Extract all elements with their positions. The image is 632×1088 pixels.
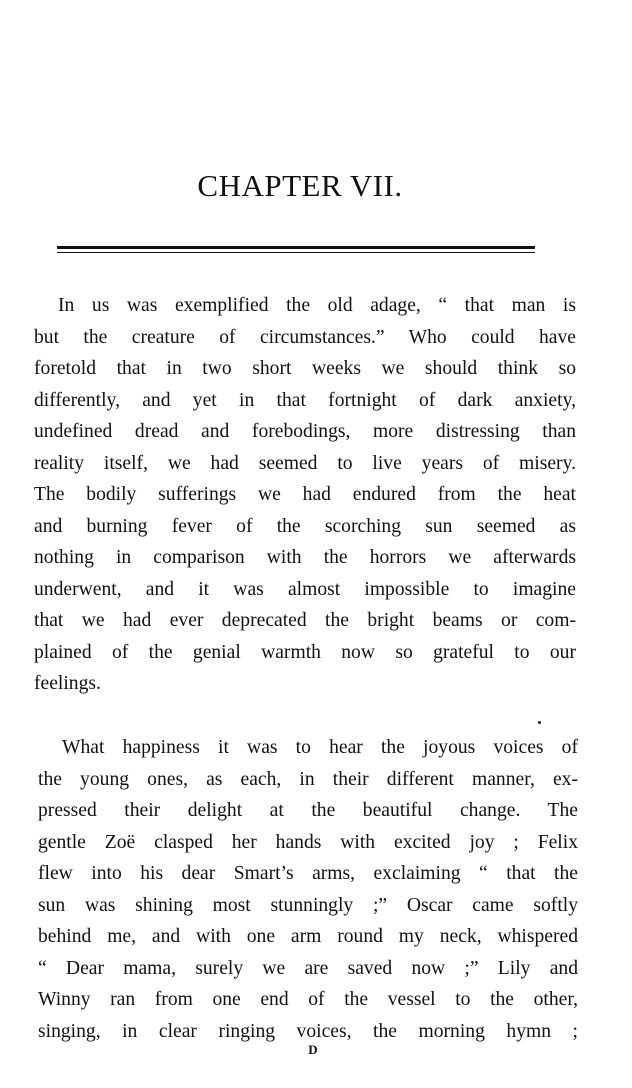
text-line: sun was shining most stunningly ;” Oscar came softly (38, 894, 578, 916)
title-rule-thick (57, 246, 535, 249)
text-line: reality itself, we had seemed to live years of misery. (34, 452, 576, 474)
signature-mark: D (308, 1042, 318, 1057)
text-line: that we had ever deprecated the bright beams or com- (34, 610, 576, 631)
text-line: nothing in comparison with the horrors we afterwards (34, 547, 576, 568)
text-line: but the creature of circumstances.” Who could have (34, 326, 576, 348)
title-rule-thin (57, 252, 535, 253)
text-line: differently, and yet in that fortnight of dark anxiety, (34, 389, 576, 411)
text-line: behind me, and with one arm round my neck, whispered (38, 926, 578, 947)
text-line: undefined dread and forebodings, more distressing than (34, 421, 576, 442)
text-line: What happiness it was to hear the joyous voices of (62, 737, 578, 758)
chapter-title: CHAPTER VII. (197, 168, 403, 203)
text-line: feelings. (34, 673, 101, 694)
text-line: gentle Zoë clasped her hands with excited joy ; Felix (38, 831, 578, 853)
text-line: the young ones, as each, in their different manner, ex- (38, 768, 578, 790)
text-line: underwent, and it was almost impossible to imagine (34, 578, 576, 600)
text-line: foretold that in two short weeks we should think so (34, 358, 576, 379)
text-line: singing, in clear ringing voices, the morning hymn ; (38, 1020, 578, 1042)
text-line: plained of the genial warmth now so grateful to our (34, 641, 576, 663)
text-line: In us was exemplified the old adage, “ that man is (58, 295, 576, 316)
text-line: Winny ran from one end of the vessel to the other, (38, 989, 578, 1010)
paragraph-1 (34, 290, 576, 700)
text-line: pressed their delight at the beautiful change. The (38, 800, 578, 821)
text-line: and burning fever of the scorching sun seemed as (34, 515, 576, 537)
text-line: The bodily sufferings we had endured from the heat (34, 484, 576, 505)
text-line: flew into his dear Smart’s arms, exclaiming “ that the (38, 863, 578, 884)
print-speck (538, 721, 541, 724)
paragraph-2 (38, 732, 578, 1047)
text-line: “ Dear mama, surely we are saved now ;” Lily and (38, 957, 578, 979)
